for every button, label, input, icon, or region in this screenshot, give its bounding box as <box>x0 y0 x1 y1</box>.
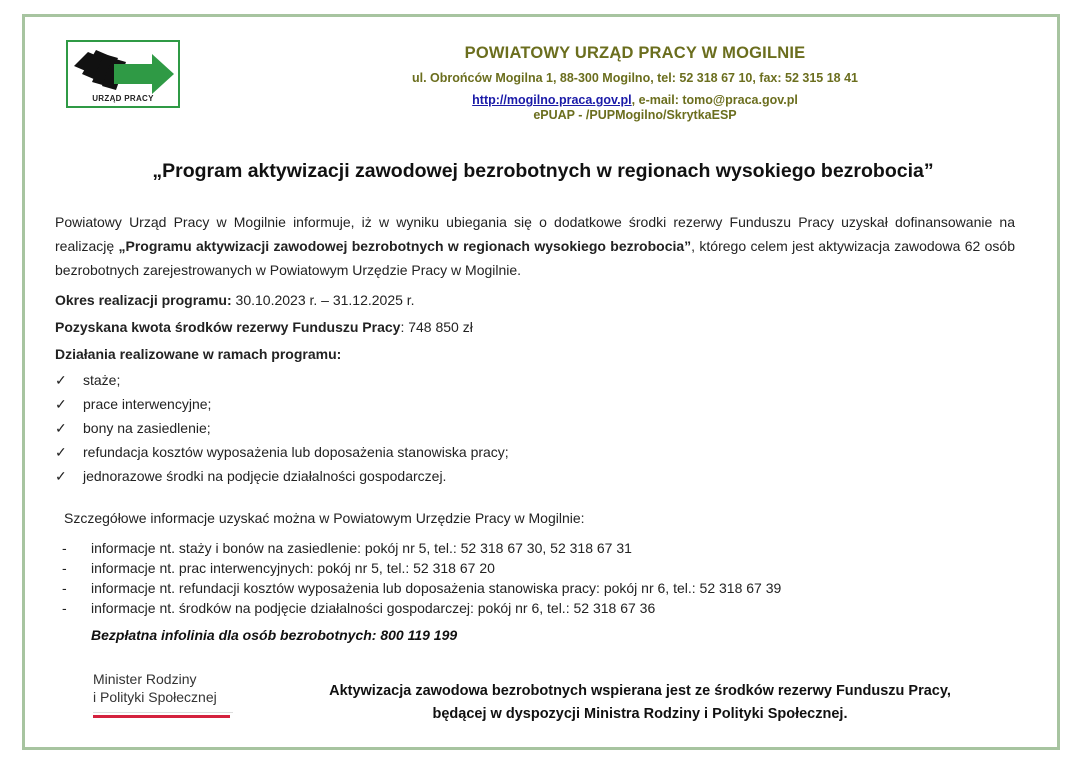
program-title: „Program aktywizacji zawodowej bezrobotnych w regionach wysokiego bezrobocia” <box>152 160 934 182</box>
dash-bullet: - <box>62 600 67 616</box>
check-icon: ✓ <box>55 468 67 484</box>
organization-name: POWIATOWY URZĄD PRACY W MOGILNIE <box>464 44 806 62</box>
period-label: Okres realizacji programu: <box>55 292 232 308</box>
intro-text-1: Powiatowy Urząd Pracy w Mogilnie informuje, iż w wyniku ubiegania się o dodatkowe środki rezerwy Funduszu Pracy uzyskał dofinansowanie na realizację <box>55 214 1015 254</box>
ministry-line-1: Minister Rodziny <box>93 671 197 687</box>
activities-heading: Działania realizowane w ramach programu: <box>55 346 342 362</box>
logo-text: URZĄD PRACY <box>92 94 154 103</box>
ministry-logo <box>93 670 233 718</box>
email-text: , e-mail: tomo@praca.gov.pl <box>631 93 798 107</box>
intro-program-name: „Programu aktywizacji zawodowej bezrobotnych w regionach wysokiego bezrobocia” <box>118 238 692 254</box>
dash-bullet: - <box>62 540 67 556</box>
contact-line <box>370 93 900 107</box>
period-line <box>55 292 415 308</box>
hotline-text: Bezpłatna infolinia dla osób bezrobotnych: 800 119 199 <box>91 627 458 643</box>
check-icon: ✓ <box>55 444 67 460</box>
check-icon: ✓ <box>55 372 67 388</box>
intro-text-2: , którego celem jest aktywizacja zawodowa 62 osób bezrobotnych zarejestrowanych w Powiatowym Urzędzie Pracy w Mogilnie. <box>55 238 1015 278</box>
ministry-line-2: i Polityki Społecznej <box>93 689 217 705</box>
urzad-pracy-logo <box>66 40 180 108</box>
website-link[interactable]: http://mogilno.praca.gov.pl <box>472 93 632 107</box>
list-item: - informacje nt. refundacji kosztów wyposażenia lub doposażenia stanowiska pracy: pokój nr 6, tel.: 52 318 67 39 <box>62 580 782 596</box>
amount-value: : 748 850 zł <box>400 319 473 335</box>
list-item: ✓ bony na zasiedlenie; <box>55 416 509 440</box>
footer-line-1: Aktywizacja zawodowa bezrobotnych wspierana jest ze środków rezerwy Funduszu Pracy, <box>329 683 951 699</box>
list-item: ✓ prace interwencyjne; <box>55 392 509 416</box>
address-line: ul. Obrońców Mogilna 1, 88-300 Mogilno, tel: 52 318 67 10, fax: 52 315 18 41 <box>411 71 858 85</box>
amount-label: Pozyskana kwota środków rezerwy Funduszu Pracy <box>55 319 401 335</box>
list-item: ✓ staże; <box>55 368 509 392</box>
check-icon: ✓ <box>55 420 67 436</box>
flag-red-bar <box>93 715 230 718</box>
amount-line <box>55 319 473 335</box>
footer-line-2: będącej w dyspozycji Ministra Rodziny i Polityki Społecznej. <box>432 706 848 722</box>
period-value: 30.10.2023 r. – 31.12.2025 r. <box>231 292 415 308</box>
header <box>370 44 900 122</box>
activities-list <box>55 368 509 488</box>
list-item: - informacje nt. środków na podjęcie działalności gospodarczej: pokój nr 6, tel.: 52 318 67 36 <box>62 600 656 616</box>
dash-bullet: - <box>62 560 67 576</box>
dash-bullet: - <box>62 580 67 596</box>
details-intro: Szczegółowe informacje uzyskać można w Powiatowym Urzędzie Pracy w Mogilnie: <box>64 510 585 526</box>
list-item: - informacje nt. prac interwencyjnych: pokój nr 5, tel.: 52 318 67 20 <box>62 560 495 576</box>
list-item: ✓ refundacja kosztów wyposażenia lub doposażenia stanowiska pracy; <box>55 440 509 464</box>
footer-note <box>250 680 1030 726</box>
epuap-line: ePUAP - /PUPMogilno/SkrytkaESP <box>533 108 737 122</box>
check-icon: ✓ <box>55 396 67 412</box>
intro-paragraph <box>55 210 1015 282</box>
details-list <box>62 538 781 618</box>
list-item: - informacje nt. staży i bonów na zasiedlenie: pokój nr 5, tel.: 52 318 67 30, 52 318 67 31 <box>62 540 632 556</box>
list-item: ✓ jednorazowe środki na podjęcie działalności gospodarczej. <box>55 464 509 488</box>
